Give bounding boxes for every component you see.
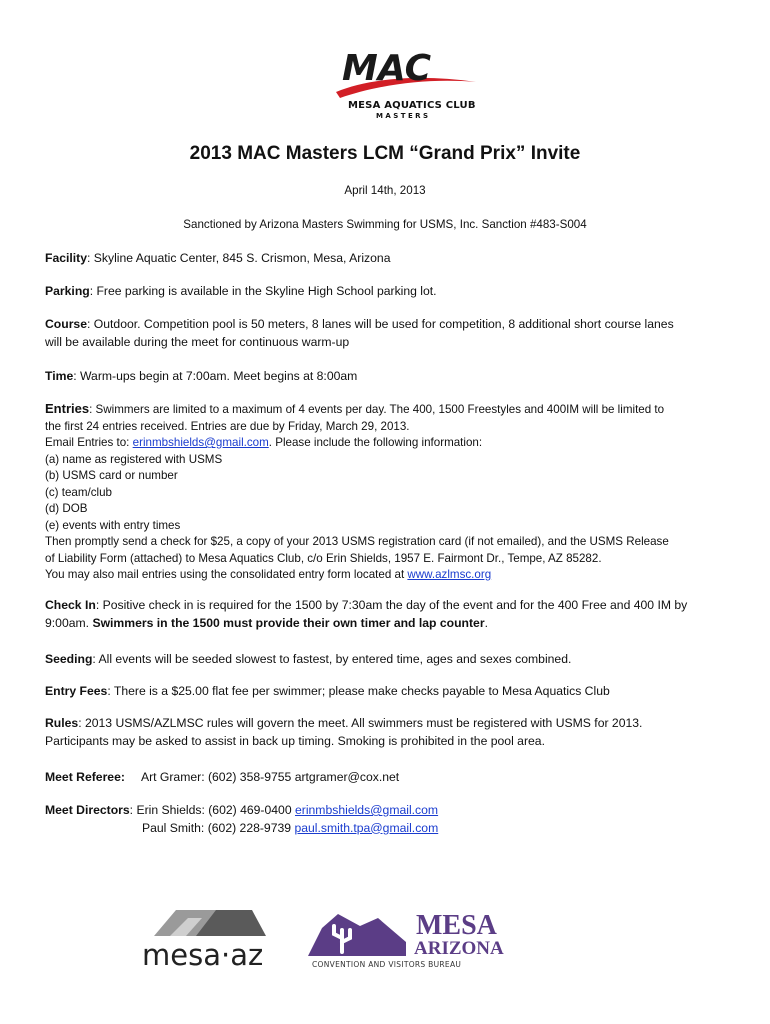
- azlmsc-link[interactable]: www.azlmsc.org: [407, 568, 492, 581]
- facility-text: : Skyline Aquatic Center, 845 S. Crismon, Mesa, Arizona: [87, 251, 391, 265]
- entry-item-c: (c) team/club: [45, 485, 113, 499]
- rules-line2: Participants may be asked to assist in back up timing. Smoking is prohibited in the pool area.: [45, 733, 545, 748]
- course-label: Course: [45, 317, 87, 331]
- facility-label: Facility: [45, 251, 87, 265]
- checkin-label: Check In: [45, 598, 96, 612]
- course-para: [45, 316, 735, 351]
- checkin-line2-bold: Swimmers in the 1500 must provide their own timer and lap counter: [92, 615, 485, 630]
- time-label: Time: [45, 369, 74, 383]
- parking-text: : Free parking is available in the Skyline High School parking lot.: [89, 284, 437, 298]
- seeding-para: [45, 651, 735, 669]
- facility-para: [45, 250, 735, 268]
- event-date: April 14th, 2013: [344, 184, 426, 197]
- mac-line1: MESA AQUATICS CLUB: [348, 100, 476, 111]
- time-para: [45, 368, 735, 386]
- entry-fees-para: [45, 683, 735, 701]
- entry-fees-label: Entry Fees: [45, 684, 108, 698]
- entries-email-link[interactable]: erinmbshields@gmail.com: [132, 436, 269, 449]
- entries-para: [45, 401, 735, 584]
- email-suffix: . Please include the following information:: [268, 436, 483, 449]
- mesa-word: MESA: [416, 910, 497, 941]
- director1-email-link[interactable]: erinmbshields@gmail.com: [294, 803, 439, 817]
- mesa-az-text: mesa·az: [142, 938, 264, 972]
- seeding-label: Seeding: [45, 652, 93, 666]
- referee-label: Meet Referee:: [45, 770, 125, 784]
- director2-text: Paul Smith: (602) 228-9739: [142, 820, 295, 835]
- checkin-line2-prefix: 9:00am.: [45, 615, 93, 630]
- entries-check2: of Liability Form (attached) to Mesa Aquatics Club, c/o Erin Shields, 1957 E. Fairmont Dr., Tempe, AZ 85282.: [45, 551, 602, 565]
- rules-label: Rules: [45, 716, 79, 730]
- entries-check1: Then promptly send a check for $25, a copy of your 2013 USMS registration card (if not emailed), and the USMS Release: [45, 535, 669, 548]
- referee-para: [45, 769, 735, 787]
- entry-item-a: (a) name as registered with USMS: [45, 452, 223, 466]
- directors-label: Meet Directors: [45, 803, 130, 817]
- parking-para: [45, 283, 735, 301]
- entry-fees-text: : There is a $25.00 flat fee per swimmer; please make checks payable to Mesa Aquatics Club: [107, 684, 610, 698]
- checkin-para: [45, 597, 735, 632]
- course-line1: : Outdoor. Competition pool is 50 meters, 8 lanes will be used for competition, 8 additional short course lanes: [87, 317, 674, 331]
- entries-label: Entries: [45, 401, 90, 416]
- seeding-text: : All events will be seeded slowest to fastest, by entered time, ages and sexes combined.: [92, 652, 572, 666]
- directors-para: [45, 802, 735, 837]
- course-line2: will be available during the meet for continuous warm-up: [45, 334, 350, 349]
- entry-item-d: (d) DOB: [45, 502, 88, 515]
- checkin-line2-suffix: .: [484, 615, 488, 630]
- director2-email-link[interactable]: paul.smith.tpa@gmail.com: [294, 820, 439, 835]
- entry-item-e: (e) events with entry times: [45, 518, 181, 532]
- saguaro-mountain-icon: [308, 912, 408, 956]
- entry-item-b: (b) USMS card or number: [45, 469, 178, 482]
- entries-line2: the first 24 entries received. Entries are due by Friday, March 29, 2013.: [45, 419, 410, 433]
- mac-logo: [330, 44, 480, 124]
- mesa-az-logo: [140, 908, 280, 978]
- mail-prefix: You may also mail entries using the consolidated entry form located at: [45, 568, 408, 581]
- mesa-az-mountain-icon: [140, 908, 270, 938]
- time-text: : Warm-ups begin at 7:00am. Meet begins at 8:00am: [73, 369, 358, 383]
- rules-para: [45, 715, 735, 750]
- sanction-line: Sanctioned by Arizona Masters Swimming for USMS, Inc. Sanction #483-S004: [183, 218, 587, 231]
- email-prefix: Email Entries to:: [45, 436, 133, 449]
- mesa-cvb-logo: [308, 912, 518, 974]
- mac-mark: MAC: [342, 48, 431, 89]
- rules-line1: : 2013 USMS/AZLMSC rules will govern the meet. All swimmers must be registered with USMS for 2013.: [78, 716, 643, 730]
- parking-label: Parking: [45, 284, 90, 298]
- mac-swoosh-icon: [330, 44, 480, 100]
- arizona-word: ARIZONA: [414, 938, 504, 959]
- checkin-line1: : Positive check in is required for the 1500 by 7:30am the day of the event and for the 400 Free and 400 IM by: [95, 598, 688, 612]
- cvb-line: CONVENTION AND VISITORS BUREAU: [312, 960, 462, 969]
- mac-line2: M A S T E R S: [376, 112, 429, 120]
- director1-text: : Erin Shields: (602) 469-0400: [129, 803, 295, 817]
- referee-text: Art Gramer: (602) 358-9755 artgramer@cox.net: [140, 770, 400, 784]
- entries-line1: : Swimmers are limited to a maximum of 4 events per day. The 400, 1500 Freestyles and 400IM will be limited to: [89, 403, 665, 416]
- page-title: 2013 MAC Masters LCM “Grand Prix” Invite: [189, 143, 581, 164]
